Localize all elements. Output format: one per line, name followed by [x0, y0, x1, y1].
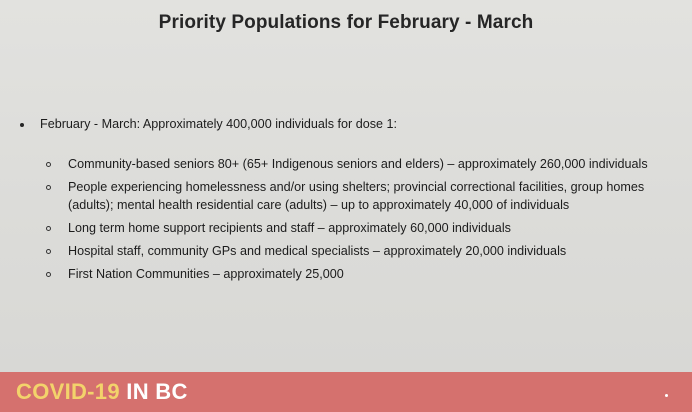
list-item — [46, 242, 676, 260]
hollow-bullet-icon — [46, 249, 51, 254]
list-item-text: Hospital staff, community GPs and medical specialists – approximately 20,000 individuals — [68, 244, 567, 258]
slide-title: Priority Populations for February - March — [158, 12, 534, 33]
footer-bar — [0, 372, 692, 412]
list-item — [46, 178, 676, 214]
brand-covid19: COVID-19 — [16, 379, 120, 404]
list-item-text: Community-based seniors 80+ (65+ Indigenous seniors and elders) – approximately 260,000 individuals — [68, 157, 648, 171]
list-item — [46, 155, 676, 173]
list-item — [46, 265, 676, 283]
list-item-text: First Nation Communities – approximately 25,000 — [68, 267, 344, 281]
hollow-bullet-icon — [46, 272, 51, 277]
slide-indicator-icon — [665, 394, 668, 397]
sub-bullet-list — [46, 155, 676, 288]
main-bullet-text: February - March: Approximately 400,000 individuals for dose 1: — [40, 117, 398, 131]
hollow-bullet-icon — [46, 226, 51, 231]
footer-brand-logo — [16, 379, 188, 405]
brand-in-bc: IN BC — [126, 379, 188, 404]
bullet-dot-icon — [20, 123, 24, 127]
list-item-text: People experiencing homelessness and/or using shelters; provincial correctional facilities, group homes (adults); mental health residential care (adults) – up to approximately 40,000 of individuals — [68, 180, 645, 212]
hollow-bullet-icon — [46, 185, 51, 190]
list-item — [46, 219, 676, 237]
list-item-text: Long term home support recipients and staff – approximately 60,000 individuals — [68, 221, 511, 235]
hollow-bullet-icon — [46, 162, 51, 167]
